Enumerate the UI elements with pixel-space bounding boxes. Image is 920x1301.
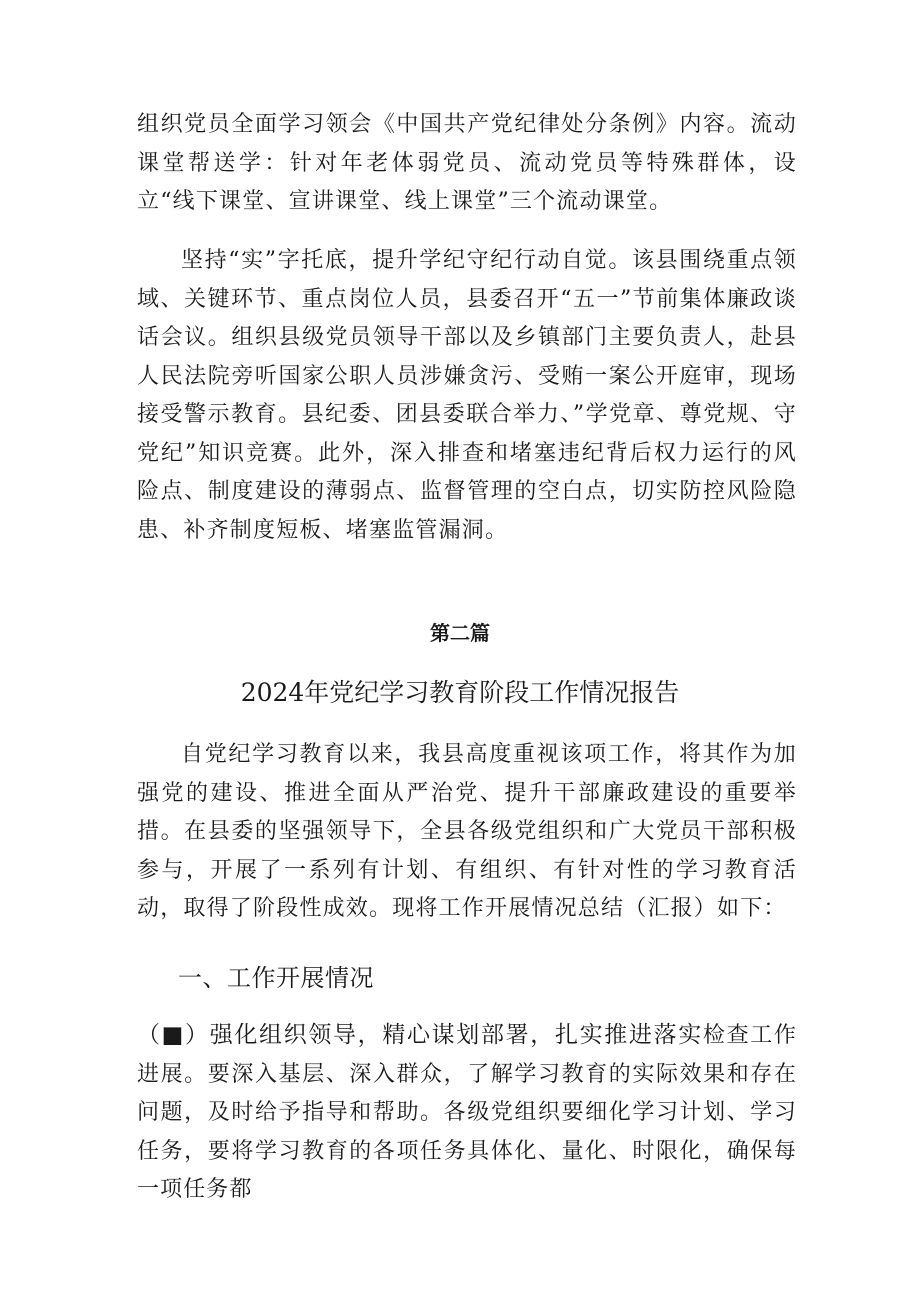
paragraph-organization-leadership-body: 检查工作进展。要深入基层、深入群众，了解学习教育的实际效果和存在问题，及时给予指导和帮助。各级党组织要细化学习计划、学习任务，要将学习教育的各项任务具体化、量化、时限化，确保每一项任务都 (137, 1023, 798, 1202)
paragraph-organization-leadership (137, 1016, 797, 1210)
paragraph-introduction: 自党纪学习教育以来，我县高度重视该项工作，将其作为加强党的建设、推进全面从严治党、提升干部廉政建设的重要举措。在县委的坚强领导下，全县各级党组织和广大党员干部积极参与，开展了一系列有计划、有组织、有针对性的学习教育活动，取得了阶段性成效。现将工作开展情况总结（汇报）如下： (137, 742, 797, 921)
report-title: 2024年党纪学习教育阶段工作情况报告 (240, 678, 680, 707)
paragraph-flowing-classroom: 组织党员全面学习领会《中国共产党纪律处分条例》内容。流动课堂帮送学：针对年老体弱党员、流动党员等特殊群体，设立“线下课堂、宣讲课堂、线上课堂”三个流动课堂。 (137, 112, 797, 214)
heading-work-progress: 一、工作开展情况 (178, 964, 374, 992)
paragraph-discipline-practice: 坚持“实”字托底，提升学纪守纪行动自觉。该县围绕重点领域、关键环节、重点岗位人员，县委召开“五一”节前集体廉政谈话会议。组织县级党员领导干部以及乡镇部门主要负责人，赴县人民法院旁听国家公职人员涉嫌贪污、受贿一案公开庭审，现场接受警示教育。县纪委、团县委联合举力、”学党章、尊党规、守党纪”知识竞赛。此外，深入排查和堵塞违纪背后权力运行的风险点、制度建设的薄弱点、监督管理的空白点，切实防控风险隐患、补齐制度短板、堵塞监管漏洞。 (137, 248, 797, 543)
subheading-organization-leadership: （■）强化组织领导，精心谋划部署，扎实推进落实 (137, 1022, 703, 1048)
section-label: 第二篇 (430, 621, 490, 645)
